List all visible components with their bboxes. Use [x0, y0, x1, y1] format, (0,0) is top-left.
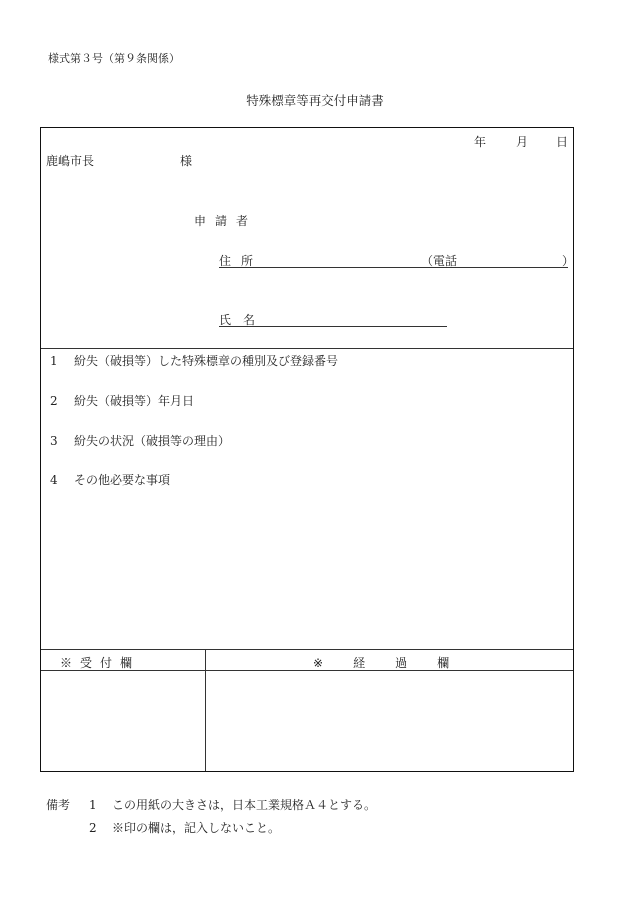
- note-item: [89, 819, 280, 836]
- phone-label: （電話: [421, 254, 458, 268]
- date-year-label: 年: [474, 135, 487, 149]
- notes-label: 備考: [46, 798, 71, 812]
- date-month-label: 月: [516, 135, 529, 149]
- addressee-name: 鹿嶋市長: [46, 154, 95, 168]
- divider-items: [41, 649, 573, 650]
- form-item: [50, 432, 230, 449]
- progress-column-header: [313, 654, 449, 671]
- progress-header-char: 欄: [437, 656, 450, 670]
- divider-applicant: [41, 348, 573, 349]
- note-number: 2: [89, 821, 97, 835]
- form-item: [50, 352, 338, 369]
- date-day-label: 日: [556, 135, 569, 149]
- progress-header-char: 経: [353, 656, 366, 670]
- address-label: 住所: [219, 254, 264, 268]
- item-number: 1: [50, 354, 58, 368]
- item-number: 3: [50, 434, 58, 448]
- name-label: 氏名: [219, 313, 268, 327]
- progress-header-char: 過: [395, 656, 408, 670]
- form-frame: [40, 127, 574, 772]
- progress-header-mark: ※: [313, 656, 324, 670]
- note-text: この用紙の大きさは，日本工業規格Ａ４とする。: [112, 798, 377, 812]
- document-title: 特殊標章等再交付申請書: [246, 93, 384, 108]
- applicant-label: 申請者: [194, 214, 258, 228]
- item-text: 紛失（破損等）した特殊標章の種別及び登録番号: [74, 354, 339, 368]
- note-text: ※印の欄は，記入しないこと。: [112, 821, 281, 835]
- item-number: 4: [50, 473, 58, 487]
- form-item: [50, 471, 170, 488]
- name-field-line: [219, 326, 447, 327]
- divider-table-column: [205, 649, 206, 771]
- item-text: 紛失の状況（破損等の理由）: [74, 434, 231, 448]
- item-text: その他必要な事項: [74, 473, 171, 487]
- addressee-honorific: 様: [180, 154, 193, 168]
- form-number: 様式第３号（第９条関係）: [48, 52, 180, 65]
- address-field-line: [219, 267, 568, 268]
- note-item: [89, 796, 376, 813]
- reception-column-header: ※受付欄: [60, 656, 141, 670]
- phone-close-paren: ）: [562, 254, 575, 268]
- note-number: 1: [89, 798, 97, 812]
- item-text: 紛失（破損等）年月日: [74, 394, 195, 408]
- form-item: [50, 392, 194, 409]
- item-number: 2: [50, 394, 58, 408]
